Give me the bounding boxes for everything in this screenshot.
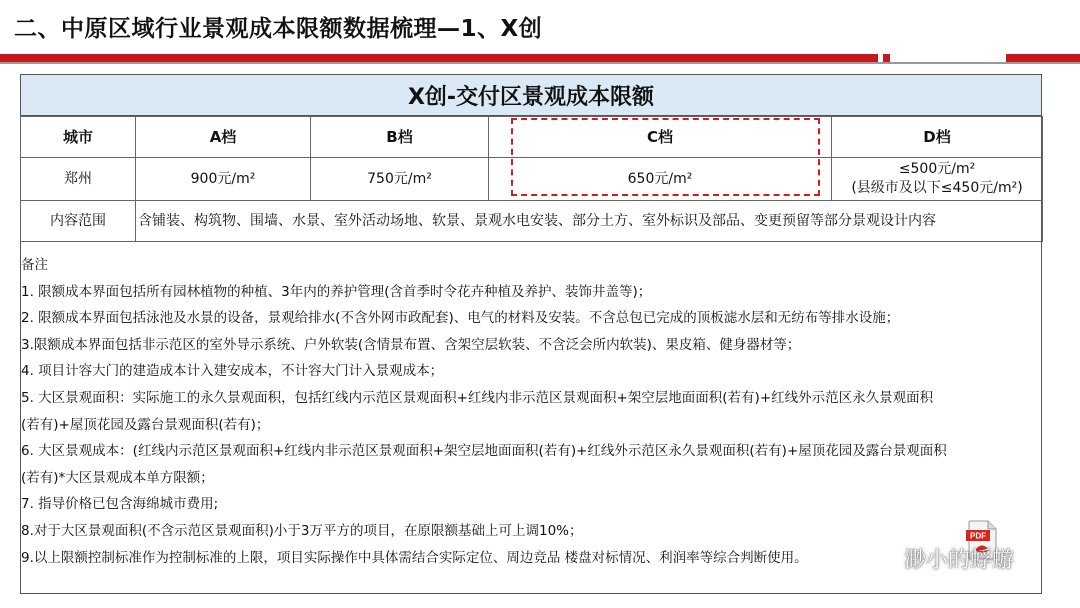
table-row-scope bbox=[21, 201, 1043, 242]
cell-grade-d bbox=[832, 158, 1043, 201]
pdf-label: PDF bbox=[970, 531, 986, 541]
title-underline-segment bbox=[883, 54, 890, 62]
header-grade-b: B档 bbox=[311, 117, 489, 158]
table-row bbox=[21, 158, 1043, 201]
cell-city: 郑州 bbox=[21, 158, 136, 201]
cell-grade-d-line2: (县级市及以下≤450元/m²) bbox=[851, 180, 1023, 196]
header-grade-c: C档 bbox=[489, 117, 832, 158]
note-line: 9.以上限额控制标准作为控制标准的上限，项目实际操作中具体需结合实际定位、周边竞品 楼盘对标情况、利润率等综合判断使用。 bbox=[21, 549, 808, 566]
note-line: 6. 大区景观成本：(红线内示范区景观面积+红线内非示范区景观面积+架空层地面面积(若有)+红线外示范区永久景观面积(若有)+屋顶花园及露台景观面积 bbox=[21, 443, 947, 460]
watermark bbox=[860, 543, 1014, 574]
note-line: 8.对于大区景观面积(不含示范区景观面积)小于3万平方的项目，在原限额基础上可上调10%； bbox=[21, 522, 583, 539]
wechat-icon bbox=[860, 544, 896, 574]
note-line: (若有)+屋顶花园及露台景观面积(若有)； bbox=[21, 416, 270, 433]
note-line: 3.限额成本界面包括非示范区的室外导示系统、户外软装(含情景布置、含架空层软装、不含泛会所内软装)、果皮箱、健身器材等； bbox=[21, 336, 801, 353]
header-city: 城市 bbox=[21, 117, 136, 158]
cell-grade-a: 900元/m² bbox=[136, 158, 311, 201]
table-banner: X创-交付区景观成本限额 bbox=[20, 74, 1042, 116]
scope-value: 含铺装、构筑物、围墙、水景、室外活动场地、软景、景观水电安装、部分土方、室外标识及部品、变更预留等部分景观设计内容 bbox=[136, 201, 1043, 242]
cell-grade-c: 650元/m² bbox=[489, 158, 832, 201]
note-line: 4. 项目计容大门的建造成本计入建安成本，不计容大门计入景观成本； bbox=[21, 363, 444, 380]
scope-label: 内容范围 bbox=[21, 201, 136, 242]
cell-grade-b: 750元/m² bbox=[311, 158, 489, 201]
cost-limit-table bbox=[20, 116, 1043, 242]
notes-section bbox=[21, 252, 1039, 571]
table-header-row bbox=[21, 117, 1043, 158]
title-underline-bar bbox=[0, 54, 878, 62]
note-line: (若有)*大区景观成本单方限额； bbox=[21, 469, 214, 486]
note-line: 1. 限额成本界面包括所有园林植物的种植、3年内的养护管理(含首季时令花卉种植及养护、装饰井盖等)； bbox=[21, 283, 652, 300]
cell-grade-d-line1: ≤500元/m² bbox=[898, 161, 976, 178]
header-grade-a: A档 bbox=[136, 117, 311, 158]
watermark-text: 渺小的蜉蝣 bbox=[904, 548, 1015, 573]
header-grade-d: D档 bbox=[832, 117, 1043, 158]
note-line: 7. 指导价格已包含海绵城市费用; bbox=[21, 496, 219, 513]
title-underline-segment-right bbox=[1006, 54, 1080, 62]
notes-heading: 备注 bbox=[21, 257, 48, 273]
note-line: 5. 大区景观面积：实际施工的永久景观面积，包括红线内示范区景观面积+红线内非示范区景观面积+架空层地面面积(若有)+红线外示范区永久景观面积 bbox=[21, 389, 934, 406]
title-divider bbox=[0, 62, 1080, 64]
note-line: 2. 限额成本界面包括泳池及水景的设备，景观给排水(不含外网市政配套)、电气的材料及安装。不含总包已完成的顶板滤水层和无纺布等排水设施； bbox=[21, 310, 900, 327]
page-title: 二、中原区域行业景观成本限额数据梳理—1、X创 bbox=[14, 16, 543, 42]
